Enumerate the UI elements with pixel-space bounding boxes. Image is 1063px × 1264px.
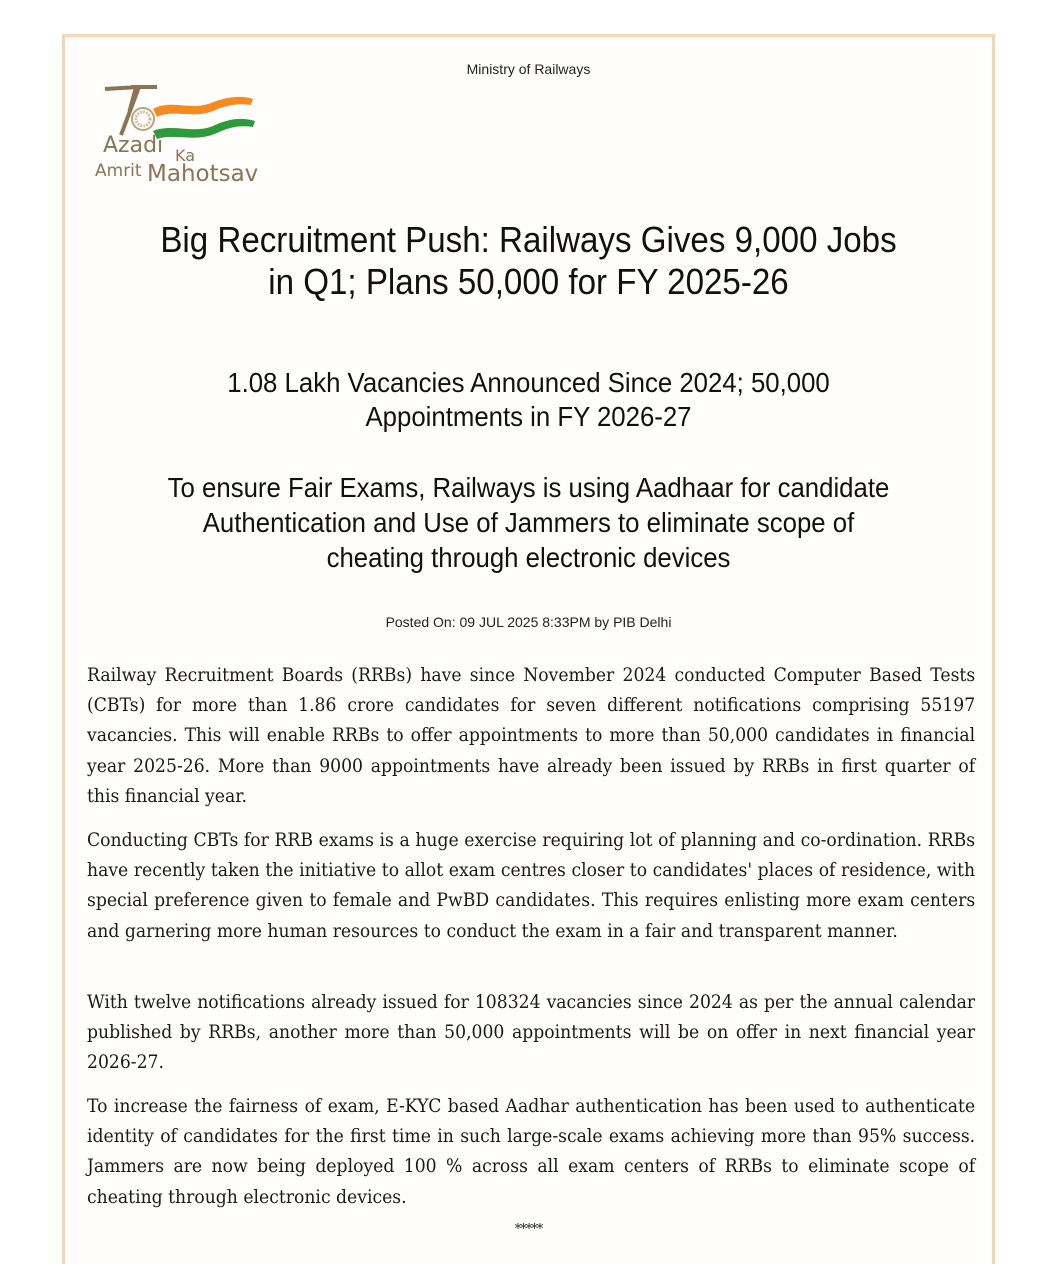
page-title — [111, 219, 945, 303]
title-line-2: in Q1; Plans 50,000 for FY 2025-26 — [268, 261, 789, 302]
ministry-name: Ministry of Railways — [466, 61, 591, 77]
paragraph: Railway Recruitment Boards (RRBs) have since November 2024 conducted Computer Based Tests (CBTs) for more than 1.86 crore candidates for seven different notifications comprising 55197 vacancies. This will enable RRBs to offer appointments to more than 50,000 candidates in financial year 2025-26. More than 9000 appointments have already been issued by RRBs in first quarter of this financial year. — [87, 665, 976, 807]
subtitle2-line-2: Authentication and Use of Jammers to eliminate scope of — [202, 507, 855, 538]
subtitle-line-2: Appointments in FY 2026-27 — [365, 401, 692, 432]
end-marker: ***** — [514, 1222, 543, 1237]
paragraph-2-container — [87, 826, 976, 947]
subtitle-line-1: 1.08 Lakh Vacancies Announced Since 2024; 50,000 — [227, 367, 830, 398]
title-line-1: Big Recruitment Push: Railways Gives 9,000 Jobs — [160, 219, 897, 260]
posted-on: Posted On: 09 JUL 2025 8:33PM by PIB Delhi — [385, 614, 672, 630]
logo-azadi: Azadi — [103, 133, 164, 158]
azadi-ka-amrit-mahotsav-logo — [91, 81, 281, 191]
logo-ka: Ka — [175, 146, 196, 165]
document-frame — [62, 34, 995, 1264]
paragraph: Conducting CBTs for RRB exams is a huge exercise requiring lot of planning and co-ordination. RRBs have recently taken the initiative to allot exam centres closer to candidates' places of residence, with special preference given to female and PwBD candidates. This requires enlisting more exam centers and garnering more human resources to conduct the exam in a fair and transparent manner. — [87, 830, 976, 942]
subtitle-secondary — [102, 470, 955, 575]
paragraph: With twelve notifications already issued for 108324 vacancies since 2024 as per the annual calendar published by RRBs, another more than 50,000 appointments will be on offer in next financial year 2026-27. — [87, 992, 976, 1074]
paragraph-4-container — [87, 1092, 976, 1213]
subtitle2-line-1: To ensure Fair Exams, Railways is using Aadhaar for candidate — [167, 472, 890, 503]
paragraph-3-container — [87, 988, 976, 1079]
subtitle — [111, 366, 945, 434]
paragraph: To increase the fairness of exam, E-KYC based Aadhar authentication has been used to authenticate identity of candidates for the first time in such large-scale exams achieving more than 95% success. Jammers are now being deployed 100 % across all exam centers of RRBs to eliminate scope of cheating through electronic devices. — [87, 1096, 976, 1208]
subtitle2-line-3: cheating through electronic devices — [326, 542, 731, 573]
logo-amrit: Amrit — [95, 161, 142, 181]
paragraph-1-container — [87, 661, 976, 812]
logo-mahotsav: Mahotsav — [147, 161, 259, 187]
